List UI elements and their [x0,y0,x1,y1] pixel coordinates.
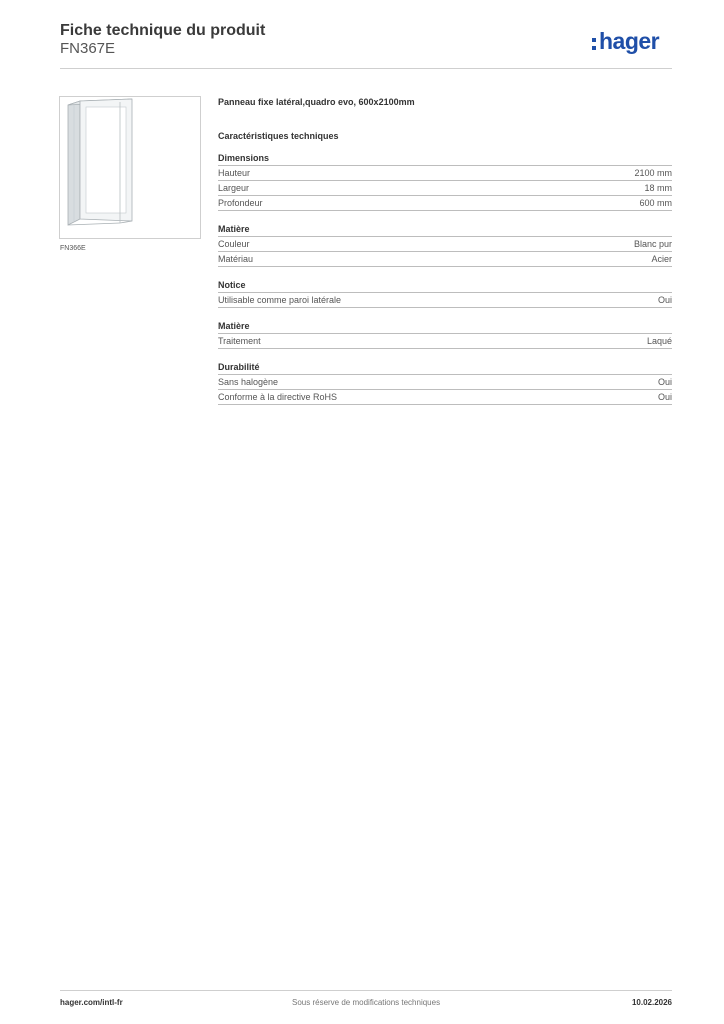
spec-label: Matériau [218,254,254,264]
spec-value: 18 mm [644,183,672,193]
spec-group-durabilite [218,361,672,405]
spec-label: Utilisable comme paroi latérale [218,295,342,305]
spec-label: Sans halogène [218,377,279,387]
header-divider [60,68,672,69]
product-code: FN367E [60,40,116,57]
spec-label: Couleur [218,239,250,249]
spec-row [218,334,672,349]
product-image [59,96,201,239]
image-caption: FN366E [60,245,86,252]
spec-row [218,196,672,211]
spec-row [218,181,672,196]
section-title: Caractéristiques techniques [218,131,339,141]
spec-row [218,390,672,405]
page-title: Fiche technique du produit [60,22,266,39]
spec-group-matiere [218,223,672,267]
spec-row [218,375,672,390]
spec-group-matiere-traitement [218,320,672,349]
product-name: Panneau fixe latéral,quadro evo, 600x2100mm [218,97,415,107]
spec-value: 2100 mm [634,168,672,178]
footer-date: 10.02.2026 [631,998,672,1007]
spec-value: Oui [657,392,672,402]
spec-value: Oui [657,295,672,305]
spec-value: Laqué [646,336,672,346]
group-title: Matière [218,223,672,237]
spec-value: Oui [657,377,672,387]
spec-group-notice [218,279,672,308]
group-title: Dimensions [218,152,672,166]
cabinet-panel-image [60,97,200,238]
hager-logo [592,28,659,54]
footer-disclaimer: Sous réserve de modifications techniques [292,998,441,1007]
group-title: Matière [218,320,672,334]
spec-row [218,166,672,181]
group-title: Notice [218,279,672,293]
spec-content [218,96,672,405]
spec-label: Conforme à la directive RoHS [218,392,338,402]
group-title: Durabilité [218,361,672,375]
spec-label: Traitement [218,336,261,346]
spec-label: Largeur [218,183,250,193]
spec-row [218,293,672,308]
logo-text: hager [599,28,660,54]
logo-dots-icon [592,28,598,54]
spec-row [218,237,672,252]
spec-value: Blanc pur [633,239,672,249]
spec-label: Hauteur [218,168,251,178]
spec-label: Profondeur [218,198,263,208]
footer-divider [60,990,672,991]
spec-value: 600 mm [639,198,672,208]
footer-website-link[interactable]: hager.com/intl-fr [60,998,123,1007]
spec-group-dimensions [218,152,672,211]
spec-row [218,252,672,267]
spec-value: Acier [651,254,672,264]
